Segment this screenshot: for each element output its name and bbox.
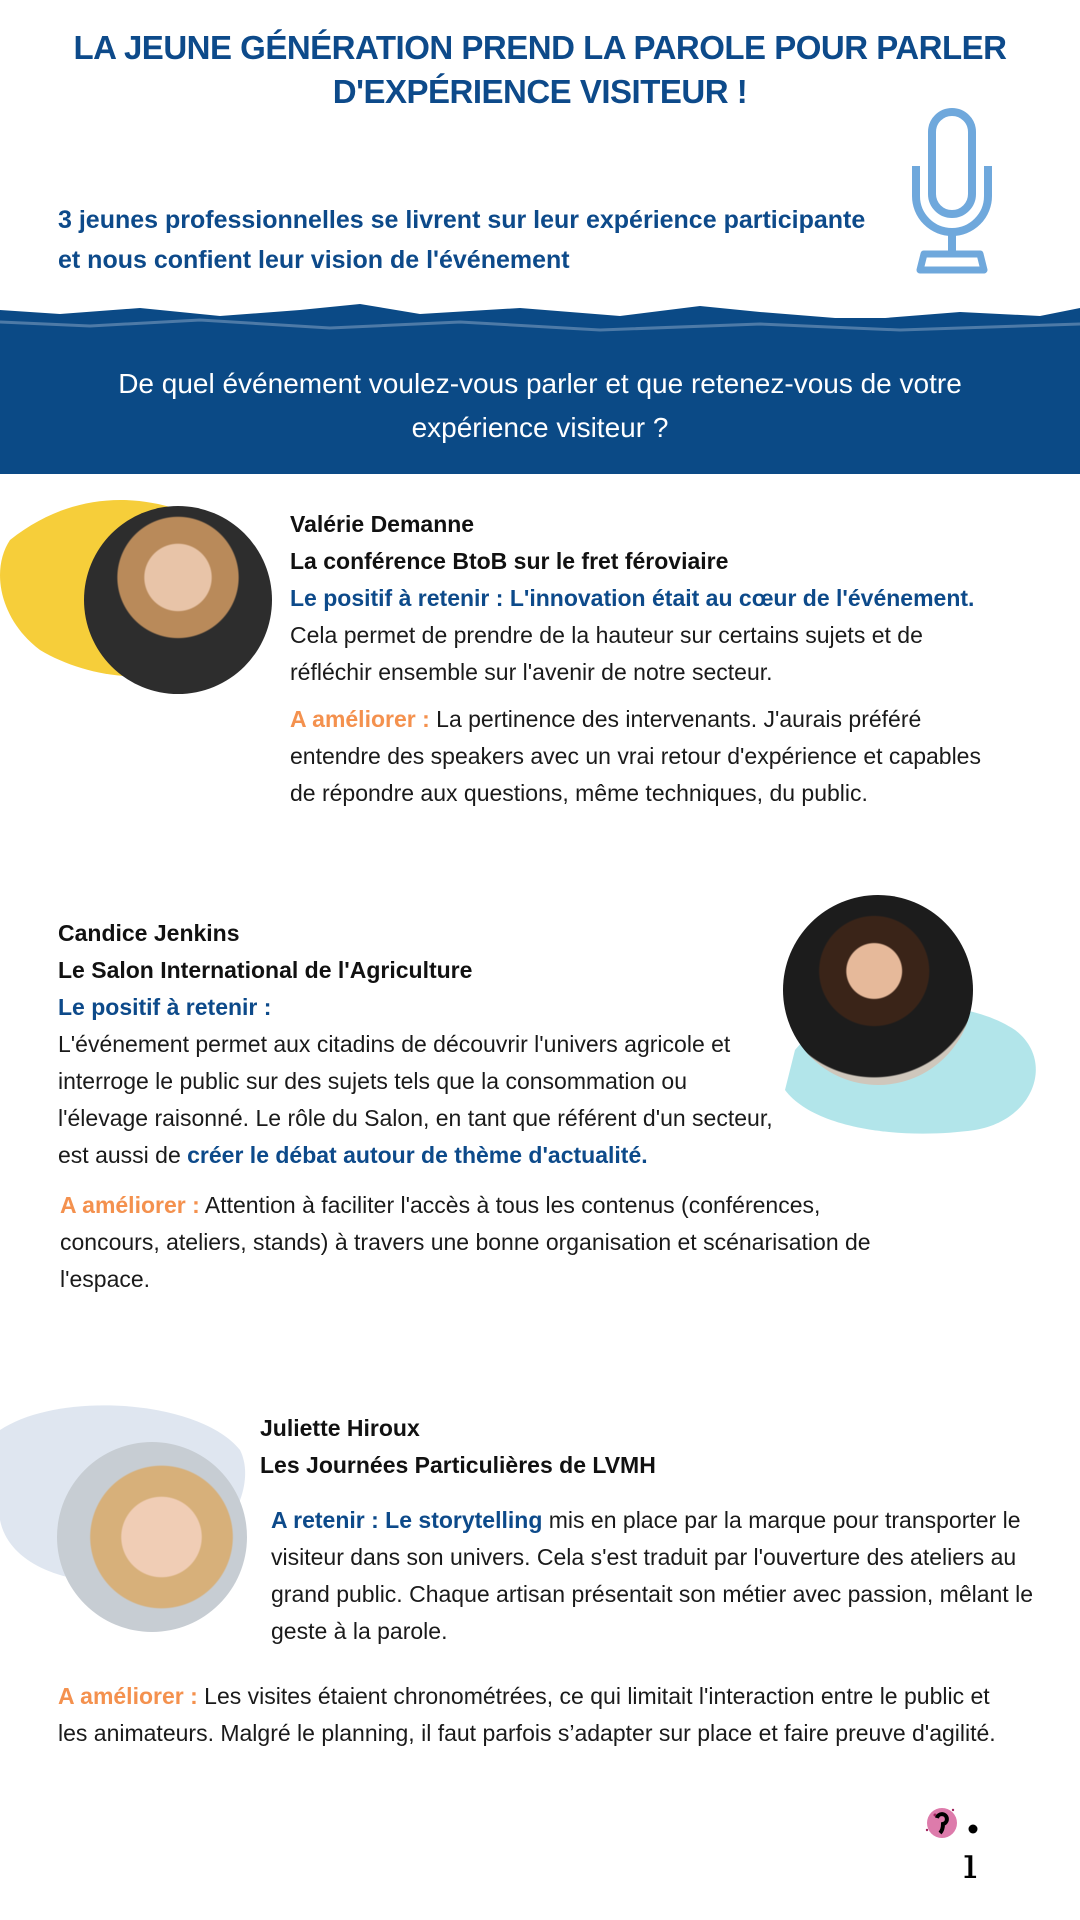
improve-text: Attention à faciliter l'accès à tous les contenus (conférences, concours, ateliers, stands) à travers une bonne organisation et scénarisation de l'espace. xyxy=(60,1192,871,1292)
testimonial-2 xyxy=(58,915,871,1298)
positive-label: Le positif à retenir : xyxy=(58,994,272,1020)
event-name: Le Salon International de l'Agriculture xyxy=(58,957,473,983)
brand-logo xyxy=(905,1790,1005,1890)
page-title: LA JEUNE GÉNÉRATION PREND LA PAROLE POUR PARLER D'EXPÉRIENCE VISITEUR ! xyxy=(73,29,1007,110)
person-name: Juliette Hiroux xyxy=(260,1415,420,1441)
improve-label: A améliorer : xyxy=(58,1683,198,1709)
improve-label: A améliorer : xyxy=(60,1192,200,1218)
question-text: De quel événement voulez-vous parler et que retenez-vous de votre expérience visiteur ? xyxy=(118,368,962,443)
improve-text: Les visites étaient chronométrées, ce qui limitait l'interaction entre le public et les animateurs. Malgré le planning, il faut parfois s’adapter sur place et faire preuve d'agilité. xyxy=(58,1683,996,1746)
page-subtitle: 3 jeunes professionnelles se livrent sur leur expérience participante et nous confient leur vision de l'événement xyxy=(58,206,866,274)
testimonial-3 xyxy=(260,1410,1040,1650)
positive-highlight: créer le débat autour de thème d'actualité. xyxy=(187,1142,648,1168)
photo-valerie xyxy=(84,506,272,694)
event-name: Les Journées Particulières de LVMH xyxy=(260,1452,656,1478)
positive-text: mis en place par la marque pour transporter le visiteur dans son univers. Cela s'est traduit par l'ouverture des ateliers au grand public. Chaque artisan présentait son métier avec passion, mêlant le geste à la parole. xyxy=(271,1507,1033,1644)
improve-label: A améliorer : xyxy=(290,706,430,732)
event-name: La conférence BtoB sur le fret féroviaire xyxy=(290,548,729,574)
positive-label: A retenir : Le storytelling xyxy=(271,1507,543,1533)
testimonial-3-improve xyxy=(58,1678,998,1752)
positive-text: L'événement permet aux citadins de découvrir l'univers agricole et interroge le public sur des sujets tels que la consommation ou l'élevage raisonné. Le rôle du Salon, en tant que référent d'un secteur, est aussi de xyxy=(58,1031,773,1168)
testimonial-1 xyxy=(290,506,1010,812)
positive-label: Le positif à retenir : L'innovation était au cœur de l'événement. xyxy=(290,585,975,611)
positive-text: Cela permet de prendre de la hauteur sur certains sujets et de réfléchir ensemble sur l'avenir de notre secteur. xyxy=(290,622,923,685)
improve-text: La pertinence des intervenants. J'aurais préféré entendre des speakers avec un vrai retour d'expérience et capables de répondre aux questions, même techniques, du public. xyxy=(290,706,981,806)
svg-text:ı: ı xyxy=(963,1838,978,1889)
brush-edge xyxy=(0,300,1080,350)
person-name: Candice Jenkins xyxy=(58,920,240,946)
microphone-icon xyxy=(910,108,994,274)
photo-juliette xyxy=(57,1442,247,1632)
photo-candice xyxy=(783,895,973,1085)
person-name: Valérie Demanne xyxy=(290,511,475,537)
